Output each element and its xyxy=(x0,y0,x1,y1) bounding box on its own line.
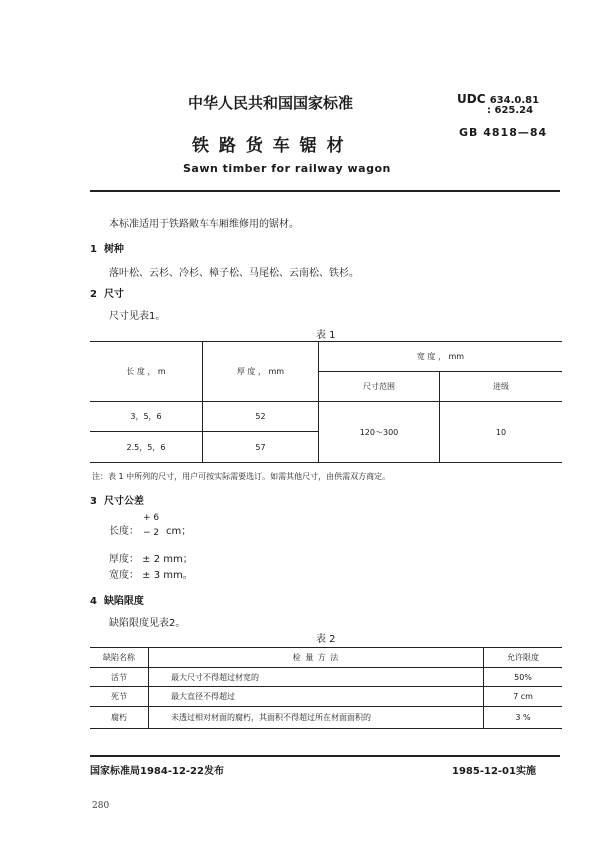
udc-prefix: UDC xyxy=(457,92,486,106)
table-2-cell-name: 活节 xyxy=(90,668,149,687)
tolerance-length-unit: cm； xyxy=(166,526,192,537)
section-2-body: 尺寸见表1。 xyxy=(109,311,166,322)
table-2-caption: 表 2 xyxy=(316,634,336,645)
tolerance-length-plus: + 6 xyxy=(143,513,160,523)
table-1-cell-range: 120～300 xyxy=(319,402,440,463)
document-title-en: Sawn timber for railway wagon xyxy=(183,162,391,175)
section-2-title: 尺寸 xyxy=(103,289,124,300)
table-2-cell-limit: 3 % xyxy=(484,707,563,729)
issued-date: 国家标准局1984-12-22发布 xyxy=(90,766,224,777)
table-row xyxy=(90,707,562,729)
table-2-cell-name: 死节 xyxy=(90,687,149,707)
table-2-header-method: 检 量 方 法 xyxy=(149,648,484,668)
table-1-header-length: 长 度 ， m xyxy=(90,342,203,402)
section-1-heading xyxy=(90,240,124,255)
table-1-cell-length: 3，5，6 xyxy=(90,402,203,432)
table-1-header-width: 宽 度 ， mm xyxy=(319,342,563,372)
table-row xyxy=(90,668,562,687)
section-4-title: 缺陷限度 xyxy=(103,596,144,607)
section-1-body: 落叶松、云杉、冷杉、樟子松、马尾松、云南松、铁杉。 xyxy=(109,268,359,279)
table-2-cell-method: 最大尺寸不得超过材宽的 xyxy=(149,668,484,687)
section-3-number: 3 xyxy=(90,496,97,507)
section-2-heading xyxy=(90,285,124,300)
section-3-title: 尺寸公差 xyxy=(103,496,144,507)
section-4-body: 缺陷限度见表2。 xyxy=(109,618,186,629)
national-standard-label: 中华人民共和国国家标准 xyxy=(188,94,354,112)
table-1-cell-thickness: 57 xyxy=(203,432,319,463)
effective-date: 1985-12-01实施 xyxy=(452,766,536,777)
tolerance-thickness: 厚度： ± 2 mm； xyxy=(109,554,193,565)
tolerance-length-label: 长度： xyxy=(109,526,139,537)
table-1 xyxy=(90,341,562,463)
table-1-note: 注：表 1 中所列的尺寸，用户可按实际需要选订。如需其他尺寸，由供需双方商定。 xyxy=(92,472,391,481)
table-1-cell-length: 2.5，5，6 xyxy=(90,432,203,463)
intro-text: 本标准适用于铁路敞车车厢维修用的锯材。 xyxy=(109,219,299,230)
section-4-number: 4 xyxy=(90,596,97,607)
table-2-cell-method: 未透过相对材面的腐朽，其面积不得超过所在材面面积的 xyxy=(149,707,484,729)
table-2-cell-limit: 50% xyxy=(484,668,563,687)
table-2-cell-limit: 7 cm xyxy=(484,687,563,707)
table-row xyxy=(90,402,562,432)
table-1-cell-step: 10 xyxy=(440,402,563,463)
section-1-title: 树种 xyxy=(103,244,124,255)
document-title-cn: 铁 路 货 车 锯 材 xyxy=(192,136,346,156)
section-1-number: 1 xyxy=(90,244,97,255)
section-2-number: 2 xyxy=(90,289,97,300)
table-1-caption: 表 1 xyxy=(316,330,336,341)
table-2-header-name: 缺陷名称 xyxy=(90,648,149,668)
gb-code: GB 4818—84 xyxy=(459,126,548,139)
table-1-cell-thickness: 52 xyxy=(203,402,319,432)
udc-label xyxy=(457,92,539,106)
table-1-header-thickness: 厚 度 ， mm xyxy=(203,342,319,402)
page-number: 280 xyxy=(92,801,110,811)
section-4-heading xyxy=(90,592,144,607)
tolerance-width: 宽度： ± 3 mm。 xyxy=(109,570,193,581)
udc-code-1: 634.0.81 xyxy=(489,95,540,106)
table-row xyxy=(90,687,562,707)
table-2-cell-name: 腐朽 xyxy=(90,707,149,729)
table-2 xyxy=(90,647,562,729)
section-3-heading xyxy=(90,492,144,507)
table-2-cell-method: 最大直径不得超过 xyxy=(149,687,484,707)
table-1-header-step: 进级 xyxy=(440,372,563,402)
tolerance-length-minus: − 2 xyxy=(143,528,160,538)
header-divider xyxy=(90,190,560,192)
footer-divider xyxy=(90,755,560,757)
table-1-header-range: 尺寸范围 xyxy=(319,372,440,402)
table-2-header-limit: 允许限度 xyxy=(484,648,563,668)
udc-code-2: : 625.24 xyxy=(487,105,534,116)
